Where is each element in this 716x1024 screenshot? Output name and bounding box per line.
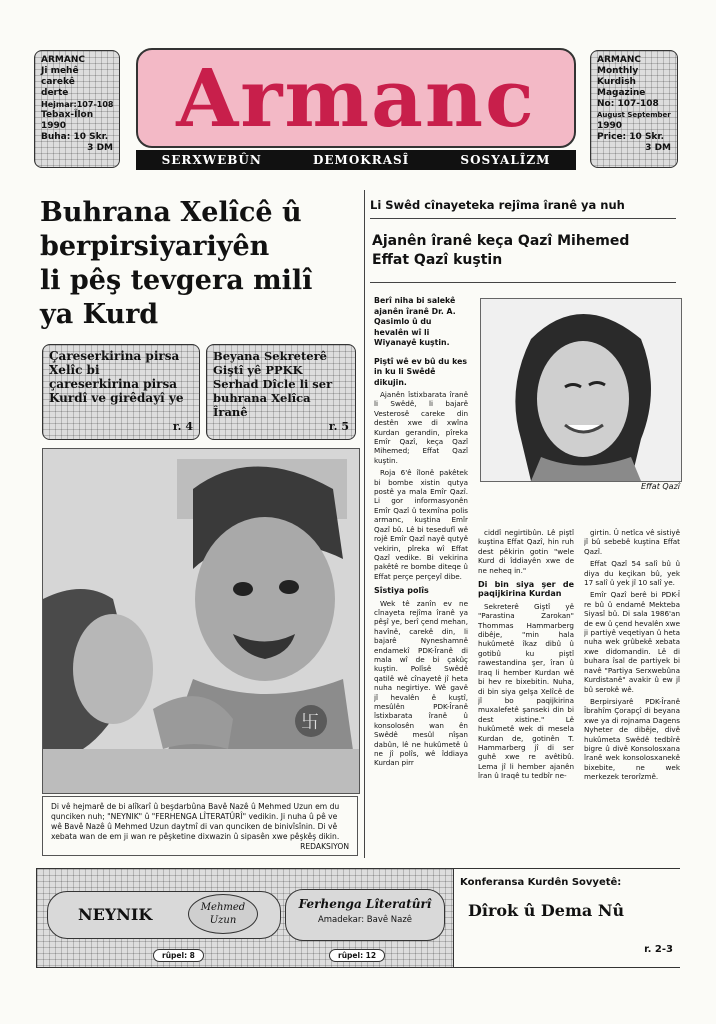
lead-caption-text: Di vê hejmarê de bi alîkarî û beşdarbûna Bavê Nazê û Mehmed Uzun em du qunciken nuh; "NEYNIK" û "FERHENGA LÎTERATÛRÎ" vedikin. Ji nuha û pê ve wê Bavê Nazê û Mehmed Uzun daytmî di van qunciken de binivîsînin. Di vê xebata wan de em ji wan re pêşketine dixwazin û sipasên xwe pêşkêş dikin. <box>51 802 340 841</box>
left-ear-line: 3 DM <box>87 143 113 153</box>
lead-headline-line: ya Kurd <box>40 299 159 330</box>
right-ear-line: Kurdish <box>597 77 636 87</box>
teaser-right-text: Beyana Sekreterê Giştî yê PPKK Serhad Dîcle li ser buhrana Xelîca Îranê <box>213 349 333 419</box>
lead-headline-line: li pêş tevgera milî <box>40 265 313 296</box>
footer-promo-bar <box>36 868 680 968</box>
left-ear-line: Buha: 10 Skr. <box>41 132 109 142</box>
left-ear-line: 1990 <box>41 121 67 131</box>
svg-text:卐: 卐 <box>301 712 319 733</box>
ferheng-page: rûpel: 12 <box>329 949 385 962</box>
lead-headline-line: berpirsiyariyên <box>40 231 270 262</box>
left-ear-box <box>34 50 120 168</box>
article-paragraph: ciddî negirtibûn. Lê piştî kuştina Effat Qazî, hin ruh dest pêkirin gotin "wele Kurd di îddiayên xwe de ne neheq in." <box>478 528 574 575</box>
masthead-tagline <box>136 150 576 170</box>
article-paragraph: Effat Qazî 54 salî bû û diya du keçikan bû, yek 17 salî û yek jî 10 salî ye. <box>584 559 680 588</box>
right-ear-line: 3 DM <box>645 143 671 153</box>
article-subhead: Di bin siya şer de paqijkirina Kurdan <box>478 580 574 599</box>
neynik-author-oval <box>188 894 258 934</box>
lead-caption-sign: REDAKSIYON <box>300 842 349 851</box>
article-paragraph: Roja 6'ê îlonê pakêtek bi bombe xistin qutya postê ya mala Emîr Qazî. Li gor informasyonên Emîr Qazî û texmîna polis armanc, kuştina Emîr Qazî bû. Lê bi tesedufî wê rojê Emîr Qazî nayê qutyê vekirin, pîreka wî Effat Qazî vedike. Bi vekirina pakêtê re bombe diteqe û Effat perçe perçeyî dibe. <box>374 468 468 581</box>
right-ear-box <box>590 50 678 168</box>
effat-qazi-photo <box>480 298 682 482</box>
lead-headline <box>40 196 360 332</box>
tagline-word: SERXWEBÛN <box>161 153 262 167</box>
left-ear-line: Hejmar:107-108 <box>41 100 114 109</box>
article-paragraph: Wek tê zanîn ev ne cînayeta rejîma îranê ya pêşî ye, berî çend mehan, havînê, carekê din, li bajarê Nyneshamnê endamekî PDK-Îranê di mala wî de bi çakûç kuştin. Polîsê Swêdê qatilê wê cînayetê jî heta nuha negirtiye. Wê gavê jî hevalên ê kuştî, mesûlên PDK-Îranê îstixbarata îranê û konsolosên wan ên Swêdê mesûl nîşan dabûn, lê ne hukûmetê û ne jî polîs, wê îddiaya Kurdan pirr <box>374 598 468 768</box>
teaser-right <box>206 344 356 440</box>
teaser-left <box>42 344 200 440</box>
article-paragraph: Ajanên îstixbarata îranê li Swêdê, li bajarê Vesterosê careke din destên xwe di xwîna Kurdan gerandin, pîreka Emîr Qazî, keça Qazî Mihemed; Effat Qazî kuştin. <box>374 390 468 465</box>
teaser-left-page: r. 4 <box>172 420 193 433</box>
teaser-left-text: Çareserkirina pirsa Xelîc bi çareserkirina pirsa Kurdî ve girêdayî ye <box>49 349 184 405</box>
ferheng-banner <box>285 889 445 941</box>
cartoon-figure-drawing <box>43 449 359 793</box>
left-ear-line: derte <box>41 88 69 98</box>
article-paragraph: Berpirsiyarê PDK-Îranê Îbrahîm Çorapçî di beyana xwe ya di rojnama Dagens Nyheter de dibêje, divê hukûmeta Swêdê tedbîrê bigre û divê Konsolosxana îranê wek konsolosxanekê bixebite, ne wek merkezek terorîzmê. <box>584 696 680 782</box>
cartoon-illustration <box>42 448 360 794</box>
right-ear-line: 1990 <box>597 121 623 131</box>
right-ear-line: August September <box>597 111 671 119</box>
right-ear-line: ARMANC <box>597 55 641 65</box>
right-ear-line: No: 107-108 <box>597 99 659 109</box>
right-ear-line: Magazine <box>597 88 646 98</box>
konferans-kicker: Konferansa Kurdên Sovyetê: <box>460 877 622 888</box>
article-subhead: Sîstiya polîs <box>374 586 429 596</box>
ferheng-title: Ferhenga Lîteratûrî <box>298 897 432 911</box>
teaser-right-page: r. 5 <box>328 420 349 433</box>
right-ear-line: Price: 10 Skr. <box>597 132 664 142</box>
left-ear-line: Ji mehê <box>41 66 79 76</box>
left-ear-line: Tebax-Îlon <box>41 110 94 120</box>
article-kicker: Li Swêd cînayeteka rejîma îranê ya nuh <box>370 198 625 212</box>
photo-caption: Effat Qazî <box>640 482 680 491</box>
article-paragraph: Emîr Qazî berê bi PDK-Î re bû û endamê Mekteba Siyasî bû. Di sala 1986'an de ew û çend hevalên xwe ji partiyê veqetiyan û heta nuha wek grûbekê xebata xwe didomandin. Lê di buhara îsal de partiyek bi navê "Partiya Serxwebûna Kurdistanê" avakir û ew jî bû serokê wê. <box>584 590 680 694</box>
article-column-3 <box>584 528 680 860</box>
konferans-panel <box>453 869 681 967</box>
lead-headline-line: Buhrana Xelîcê û <box>40 197 302 228</box>
article-headline <box>372 232 682 270</box>
neynik-title: NEYNIK <box>78 905 153 924</box>
right-ear-line: Monthly <box>597 66 639 76</box>
neynik-author-line: Uzun <box>209 915 237 926</box>
portrait-drawing <box>481 299 681 481</box>
konferans-page: r. 2-3 <box>644 944 673 955</box>
kicker-rule <box>370 218 676 219</box>
article-paragraph: Sekreterê Giştî yê "Parastina Zarokan" Thommas Hammarberg dibêje, "min hala hukûmetê îkaz dibû û gotibû ku piştî rawestandina şer, îran û Iraq li hember Kurdan wê bi hev re bixebitin. Nuha, di bin siya gelşa Xelîcê de jî bo paqijkirina muxalefetê şanseki din bi dest xistine." Lê hukûmetê wek di mesela Kurdan de, gotinên T. Hammarberg jî di ser guhê xwe re avêtibû. Lema jî li hember ajanên îran û Iraqê tu tedbîr ne- <box>478 601 574 781</box>
article-paragraph: girtin. Û netîca vê sistiyê jî bû sebebê kuştina Effat Qazî. <box>584 528 680 556</box>
left-ear-line: carekê <box>41 77 75 87</box>
masthead-title: Armanc <box>176 51 536 145</box>
ferheng-author: Amadekar: Bavê Nazê <box>317 915 413 925</box>
tagline-word: SOSYALÎZM <box>460 153 551 167</box>
article-headline-line: Effat Qazî kuştin <box>372 252 503 268</box>
article-intro <box>374 296 468 388</box>
tagline-word: DEMOKRASÎ <box>313 153 410 167</box>
article-headline-line: Ajanên îranê keça Qazî Mihemed <box>372 233 630 249</box>
neynik-author-line: Mehmed <box>200 902 246 913</box>
column-divider <box>364 190 365 858</box>
neynik-page: rûpel: 8 <box>153 949 204 962</box>
neynik-banner <box>47 891 281 939</box>
headline-rule <box>370 282 676 283</box>
lead-caption-box <box>42 796 358 856</box>
article-intro-text: Berî niha bi salekê ajanên îranê Dr. A. Qasimlo û du hevalên wî li Wiyanayê kuştin. <box>374 296 456 347</box>
masthead-logo-box <box>136 48 576 148</box>
article-column-2 <box>478 528 574 860</box>
article-intro-text-2: Piştî wê ev bû du kes in ku li Swêdê dikujin. <box>374 356 468 387</box>
konferans-title: Dîrok û Dema Nû <box>468 901 625 920</box>
article-column-1 <box>374 390 468 860</box>
left-ear-line: ARMANC <box>41 55 85 65</box>
